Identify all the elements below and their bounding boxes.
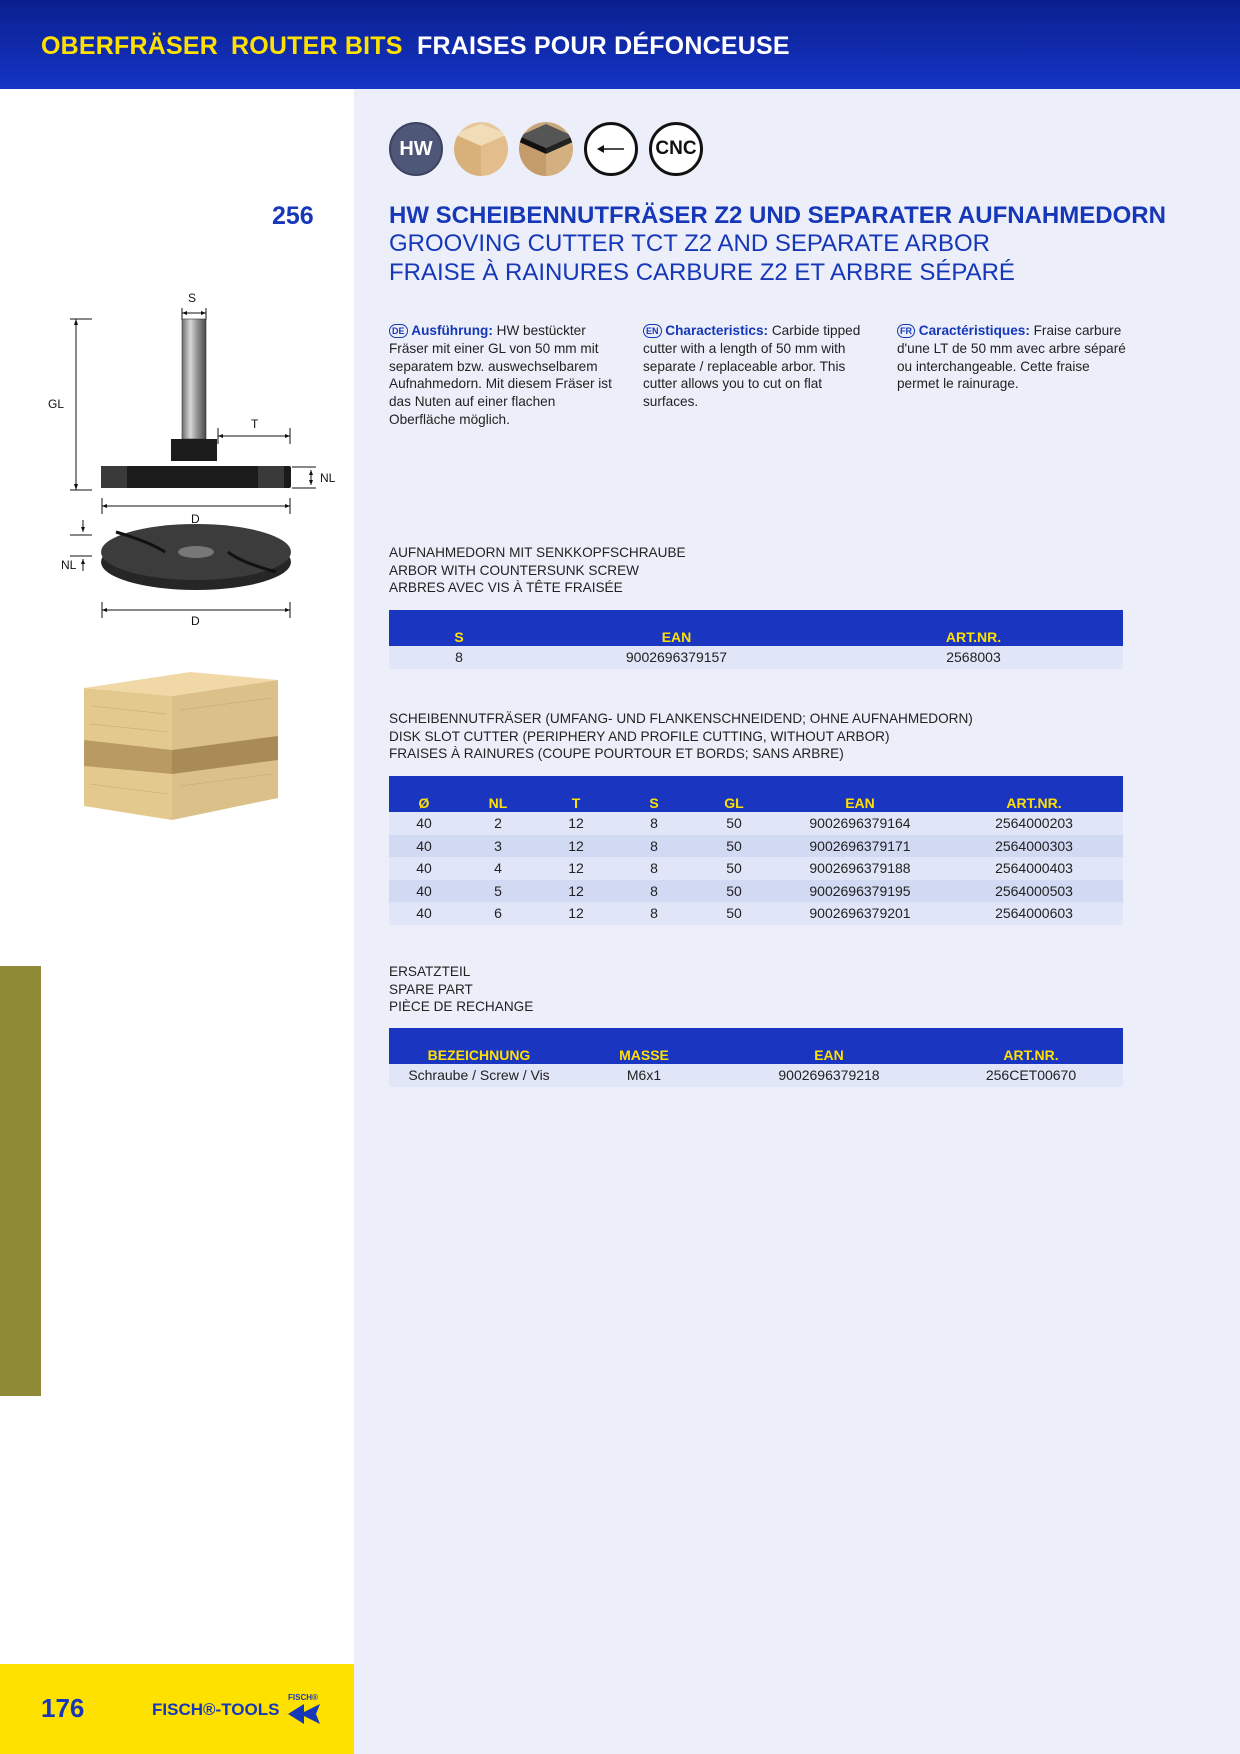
description-text-fr: Fraise carbure d'une LT de 50 mm avec arbre séparé ou interchangeable. Cette fraise permet le rainurage. [897,323,1126,392]
description-de [389,322,619,429]
dim-label-gl: GL [48,397,65,411]
arbor-caption-en: ARBOR WITH COUNTERSUNK SCREW [389,562,639,578]
table-row [389,857,1123,880]
grooved-wood-sample-image [80,666,290,826]
arbor-caption-de: AUFNAHMEDORN MIT SENKKOPFSCHRAUBE [389,545,686,560]
technical-drawing [40,280,340,640]
dim-label-d-2: D [191,614,200,628]
description-heading-fr: Caractéristiques: [918,323,1030,338]
header-title-de: OBERFRÄSER [41,32,219,60]
table-cell: 40 [389,812,459,835]
table-cell: 2564000303 [945,835,1123,858]
page-number: 176 [41,1693,85,1723]
table-cell: 2564000503 [945,880,1123,903]
table-cell: 50 [693,835,775,858]
cutter-caption-en: DISK SLOT CUTTER (PERIPHERY AND PROFILE CUTTING, WITHOUT ARBOR) [389,728,890,744]
table-cell: 8 [615,857,693,880]
table-cell: 8 [615,902,693,925]
table-row [389,902,1123,925]
table-cell: 9002696379218 [719,1064,939,1087]
svg-text:FISCH®: FISCH® [288,1693,318,1702]
table-row [389,880,1123,903]
table-cell: 2564000403 [945,857,1123,880]
table-cell: 12 [537,902,615,925]
table-cell: 12 [537,812,615,835]
section-tab-marker [0,966,41,1396]
page-header [0,0,1240,89]
dim-label-t: T [251,417,259,431]
table-cell: 50 [693,857,775,880]
column-header-art-nr: ART.NR. [945,776,1123,812]
table-row [389,646,1123,669]
description-text-de: HW bestückter Fräser mit einer GL von 50 mm mit separatem bzw. auswechselbarem Aufnahmedorn. Mit diesem Fräser ist das Nuten auf einer flachen Oberfläche möglich. [389,323,612,427]
column-header-art-nr: ART.NR. [824,610,1123,646]
dim-label-nl-2: NL [61,558,77,572]
table-cell: 2 [459,812,537,835]
table-cell: 2564000203 [945,812,1123,835]
table-cell: M6x1 [569,1064,719,1087]
language-badge-fr: FR [897,324,915,338]
hw-icon: HW [389,122,443,176]
table-cell: 40 [389,857,459,880]
property-icons [389,122,709,178]
coated-board-icon [519,122,573,176]
arbor-table [389,610,1123,669]
brand-name: FISCH®-TOOLS [152,1700,280,1719]
column-header-ean: EAN [775,776,945,812]
table-cell: Schraube / Screw / Vis [389,1064,569,1087]
dim-label-d: D [191,512,200,526]
table-cell: 50 [693,902,775,925]
column-header-art-nr: ART.NR. [939,1028,1123,1064]
column-header-t: T [537,776,615,812]
description-heading-en: Characteristics: [665,323,769,338]
table-cell: 4 [459,857,537,880]
column-header-nl: NL [459,776,537,812]
table-cell: 8 [615,835,693,858]
column-header-ean: EAN [719,1028,939,1064]
cutter-table [389,776,1123,925]
table-cell: 40 [389,880,459,903]
spare-caption-en: SPARE PART [389,981,473,997]
arbor-caption [389,544,686,597]
table-cell: 9002696379188 [775,857,945,880]
product-title-fr: FRAISE À RAINURES CARBURE Z2 ET ARBRE SÉPARÉ [389,259,1015,286]
cnc-icon: CNC [649,122,703,176]
table-cell: 8 [615,880,693,903]
fisch-logo-icon [286,1692,322,1728]
column-header-gl: GL [693,776,775,812]
table-cell: 40 [389,835,459,858]
table-cell: 3 [459,835,537,858]
table-row [389,835,1123,858]
product-title-en: GROOVING CUTTER TCT Z2 AND SEPARATE ARBOR [389,230,990,257]
description-en [643,322,873,411]
table-cell: 40 [389,902,459,925]
description-fr [897,322,1127,393]
table-cell: 12 [537,880,615,903]
table-cell: 8 [389,646,529,669]
column-header-s: S [389,610,529,646]
table-cell: 9002696379195 [775,880,945,903]
description-text-en: Carbide tipped cutter with a length of 50 mm with separate / replaceable arbor. This cutter allows you to cut on flat surfaces. [643,323,861,410]
table-cell: 8 [615,812,693,835]
table-cell: 5 [459,880,537,903]
table-cell: 9002696379164 [775,812,945,835]
table-cell: 2564000603 [945,902,1123,925]
table-cell: 12 [537,857,615,880]
product-number: 256 [272,202,314,230]
table-cell: 2568003 [824,646,1123,669]
cutter-caption [389,710,973,763]
column-header-diameter: Ø [389,776,459,812]
rotation-direction-icon [584,122,638,176]
softwood-icon [454,122,508,176]
table-cell: 9002696379201 [775,902,945,925]
table-cell: 9002696379157 [529,646,824,669]
column-header-bezeichnung: BEZEICHNUNG [389,1028,569,1064]
column-header-masse: MASSE [569,1028,719,1064]
table-cell: 256CET00670 [939,1064,1123,1087]
language-badge-de: DE [389,324,408,338]
table-cell: 6 [459,902,537,925]
spare-caption [389,963,533,1016]
description-heading-de: Ausführung: [411,323,493,338]
table-row [389,1064,1123,1087]
spare-caption-fr: PIÈCE DE RECHANGE [389,999,534,1015]
table-cell: 50 [693,812,775,835]
column-header-ean: EAN [529,610,824,646]
column-header-s: S [615,776,693,812]
header-title-en: ROUTER BITS [231,32,403,60]
language-badge-en: EN [643,324,662,338]
cutter-caption-de: SCHEIBENNUTFRÄSER (UMFANG- UND FLANKENSCHNEIDEND; OHNE AUFNAHMEDORN) [389,711,973,726]
spare-caption-de: ERSATZTEIL [389,964,471,979]
cutter-caption-fr: FRAISES À RAINURES (COUPE POURTOUR ET BORDS; SANS ARBRE) [389,746,844,762]
table-cell: 50 [693,880,775,903]
table-cell: 12 [537,835,615,858]
product-title-de: HW SCHEIBENNUTFRÄSER Z2 UND SEPARATER AUFNAHMEDORN [389,202,1166,229]
dim-label-nl: NL [320,471,336,485]
spare-table [389,1028,1123,1087]
header-title-fr: FRAISES POUR DÉFONCEUSE [417,32,790,60]
table-row [389,812,1123,835]
dim-label-s: S [188,291,197,305]
arbor-caption-fr: ARBRES AVEC VIS À TÊTE FRAISÉE [389,580,623,596]
table-cell: 9002696379171 [775,835,945,858]
